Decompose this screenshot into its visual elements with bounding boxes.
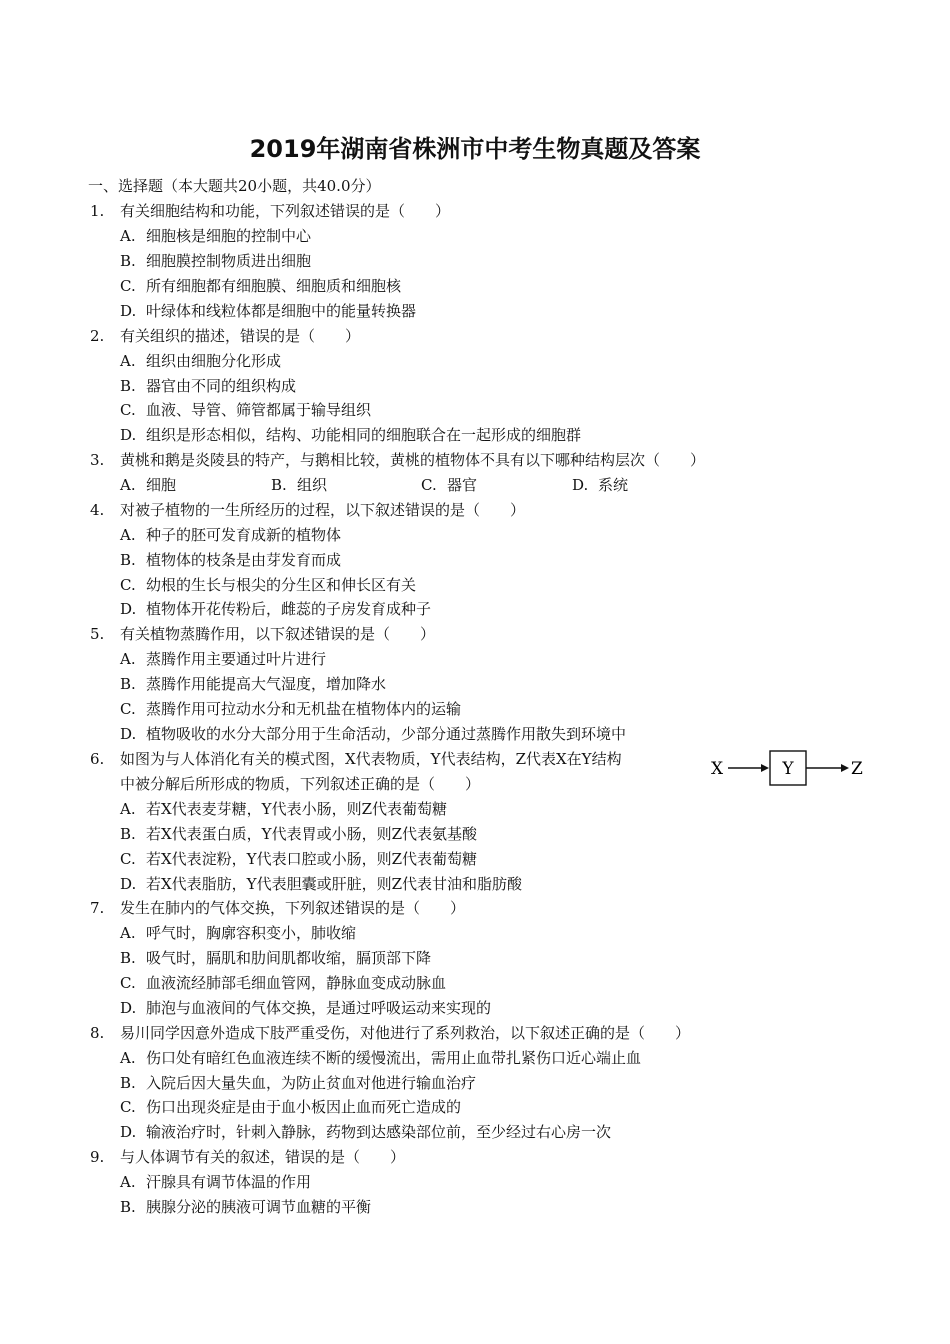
option — [120, 874, 522, 894]
option-letter: D. — [120, 302, 137, 320]
option — [120, 475, 176, 495]
option-text: 器官由不同的组织构成 — [146, 377, 297, 395]
option-letter: D. — [120, 600, 137, 618]
option — [271, 475, 327, 495]
question-text: 对被子植物的一生所经历的过程，以下叙述错误的是（ ） — [120, 501, 526, 519]
option-letter: A. — [120, 227, 136, 245]
option — [120, 425, 581, 445]
section-heading: 一、选择题（本大题共20小题，共40.0分） — [88, 177, 381, 195]
option — [120, 575, 416, 595]
option — [120, 674, 386, 694]
option-text: 伤口处有暗红色血液连续不断的缓慢流出，需用止血带扎紧伤口近心端止血 — [146, 1049, 642, 1067]
option-letter: B. — [120, 551, 136, 569]
option — [120, 923, 356, 943]
option — [120, 400, 371, 420]
option-text: 胰腺分泌的胰液可调节血糖的平衡 — [146, 1198, 372, 1216]
page-title: 2019年湖南省株洲市中考生物真题及答案 — [249, 135, 701, 163]
question-text: 与人体调节有关的叙述，错误的是（ ） — [120, 1148, 406, 1166]
digestion-diagram — [708, 748, 868, 790]
option-letter: B. — [120, 825, 136, 843]
option-text: 血液流经肺部毛细血管网，静脉血变成动脉血 — [146, 974, 447, 992]
option-letter: A. — [120, 352, 136, 370]
question-text: 黄桃和鹅是炎陵县的特产，与鹅相比较，黄桃的植物体不具有以下哪种结构层次（ ） — [120, 451, 706, 469]
option-text: 所有细胞都有细胞膜、细胞质和细胞核 — [146, 277, 402, 295]
option — [120, 599, 431, 619]
option-letter: C. — [120, 850, 136, 868]
question-number: 2. — [90, 327, 105, 345]
diagram-z-label: Z — [851, 759, 863, 779]
option — [120, 1197, 371, 1217]
option — [120, 649, 326, 669]
option-letter: A. — [120, 924, 136, 942]
option — [120, 301, 416, 321]
question-number: 5. — [90, 625, 105, 643]
option-letter: C. — [120, 1098, 136, 1116]
option-letter: A. — [120, 526, 136, 544]
diagram-x-label: X — [711, 759, 724, 779]
question-text: 有关细胞结构和功能，下列叙述错误的是（ ） — [120, 202, 451, 220]
option — [120, 376, 296, 396]
option-letter: B. — [271, 476, 287, 494]
option — [120, 724, 626, 744]
option-text: 组织由细胞分化形成 — [146, 352, 282, 370]
option-text: 植物体的枝条是由芽发育而成 — [146, 551, 342, 569]
question-number: 4. — [90, 501, 105, 519]
option-text: 吸气时，膈肌和肋间肌都收缩，膈顶部下降 — [146, 949, 432, 967]
option-text: 蒸腾作用主要通过叶片进行 — [146, 650, 327, 668]
option — [120, 699, 461, 719]
question-text-continued: 中被分解后所形成的物质，下列叙述正确的是（ ） — [120, 775, 481, 793]
option-text: 系统 — [598, 476, 629, 494]
question-number: 1. — [90, 202, 105, 220]
option-letter: C. — [120, 277, 136, 295]
option — [120, 525, 341, 545]
option-text: 幼根的生长与根尖的分生区和伸长区有关 — [146, 576, 417, 594]
option-text: 若X代表淀粉，Y代表口腔或小肠，则Z代表葡萄糖 — [146, 850, 478, 868]
option-letter: A. — [120, 800, 136, 818]
option-letter: B. — [120, 949, 136, 967]
option-letter: C. — [120, 700, 136, 718]
option-text: 蒸腾作用可拉动水分和无机盐在植物体内的运输 — [146, 700, 462, 718]
option-letter: D. — [120, 999, 137, 1017]
option — [120, 351, 281, 371]
option — [120, 824, 477, 844]
option — [120, 550, 341, 570]
question-number: 3. — [90, 451, 105, 469]
option-letter: B. — [120, 1074, 136, 1092]
option — [120, 998, 491, 1018]
option-text: 入院后因大量失血，为防止贫血对他进行输血治疗 — [146, 1074, 477, 1092]
arrow-head-icon — [841, 764, 849, 772]
option-letter: D. — [120, 426, 137, 444]
question-number: 6. — [90, 750, 105, 768]
option-text: 若X代表麦芽糖，Y代表小肠，则Z代表葡萄糖 — [146, 800, 448, 818]
option-letter: B. — [120, 377, 136, 395]
option — [421, 475, 477, 495]
diagram-y-label: Y — [782, 759, 794, 779]
option-text: 汗腺具有调节体温的作用 — [146, 1173, 312, 1191]
option — [120, 1172, 311, 1192]
option-letter: C. — [120, 974, 136, 992]
option-letter: A. — [120, 1049, 136, 1067]
option — [120, 226, 311, 246]
question-text: 有关植物蒸腾作用，以下叙述错误的是（ ） — [120, 625, 436, 643]
option-letter: B. — [120, 252, 136, 270]
option-text: 伤口出现炎症是由于血小板因止血而死亡造成的 — [146, 1098, 462, 1116]
option — [120, 973, 446, 993]
option-letter: A. — [120, 476, 136, 494]
option-letter: D. — [120, 875, 137, 893]
option-text: 叶绿体和线粒体都是细胞中的能量转换器 — [146, 302, 417, 320]
option — [572, 475, 628, 495]
option — [120, 849, 477, 869]
option-text: 种子的胚可发育成新的植物体 — [146, 526, 342, 544]
option — [120, 1073, 476, 1093]
option — [120, 276, 401, 296]
option-text: 输液治疗时，针刺入静脉，药物到达感染部位前，至少经过右心房一次 — [146, 1123, 612, 1141]
option — [120, 799, 447, 819]
option-letter: D. — [120, 1123, 137, 1141]
question-number: 9. — [90, 1148, 105, 1166]
question-text: 易川同学因意外造成下肢严重受伤，对他进行了系列救治，以下叙述正确的是（ ） — [120, 1024, 691, 1042]
option-text: 若X代表脂肪，Y代表胆囊或肝脏，则Z代表甘油和脂肪酸 — [146, 875, 523, 893]
option-text: 组织是形态相似，结构、功能相同的细胞联合在一起形成的细胞群 — [146, 426, 582, 444]
question-number: 7. — [90, 899, 105, 917]
option-letter: B. — [120, 1198, 136, 1216]
option-letter: B. — [120, 675, 136, 693]
option — [120, 1122, 611, 1142]
option-text: 若X代表蛋白质，Y代表胃或小肠，则Z代表氨基酸 — [146, 825, 478, 843]
option-letter: C. — [120, 576, 136, 594]
option-letter: D. — [120, 725, 137, 743]
option-letter: A. — [120, 650, 136, 668]
option — [120, 948, 431, 968]
option-letter: C. — [120, 401, 136, 419]
option-text: 器官 — [447, 476, 478, 494]
option-text: 呼气时，胸廓容积变小，肺收缩 — [146, 924, 357, 942]
option-text: 细胞核是细胞的控制中心 — [146, 227, 312, 245]
option-text: 血液、导管、筛管都属于输导组织 — [146, 401, 372, 419]
option — [120, 1048, 641, 1068]
option-letter: A. — [120, 1173, 136, 1191]
option-text: 细胞 — [146, 476, 177, 494]
question-text: 有关组织的描述，错误的是（ ） — [120, 327, 361, 345]
question-text: 发生在肺内的气体交换，下列叙述错误的是（ ） — [120, 899, 466, 917]
option-text: 植物吸收的水分大部分用于生命活动，少部分通过蒸腾作用散失到环境中 — [146, 725, 627, 743]
question-text: 如图为与人体消化有关的模式图，X代表物质，Y代表结构，Z代表X在Y结构 — [120, 750, 622, 768]
option-letter: C. — [421, 476, 437, 494]
option — [120, 1097, 461, 1117]
option-text: 肺泡与血液间的气体交换，是通过呼吸运动来实现的 — [146, 999, 492, 1017]
option-text: 植物体开花传粉后，雌蕊的子房发育成种子 — [146, 600, 432, 618]
arrow-head-icon — [761, 764, 769, 772]
option — [120, 251, 311, 271]
option-text: 蒸腾作用能提高大气湿度，增加降水 — [146, 675, 387, 693]
question-number: 8. — [90, 1024, 105, 1042]
option-text: 细胞膜控制物质进出细胞 — [146, 252, 312, 270]
option-letter: D. — [572, 476, 589, 494]
option-text: 组织 — [297, 476, 328, 494]
